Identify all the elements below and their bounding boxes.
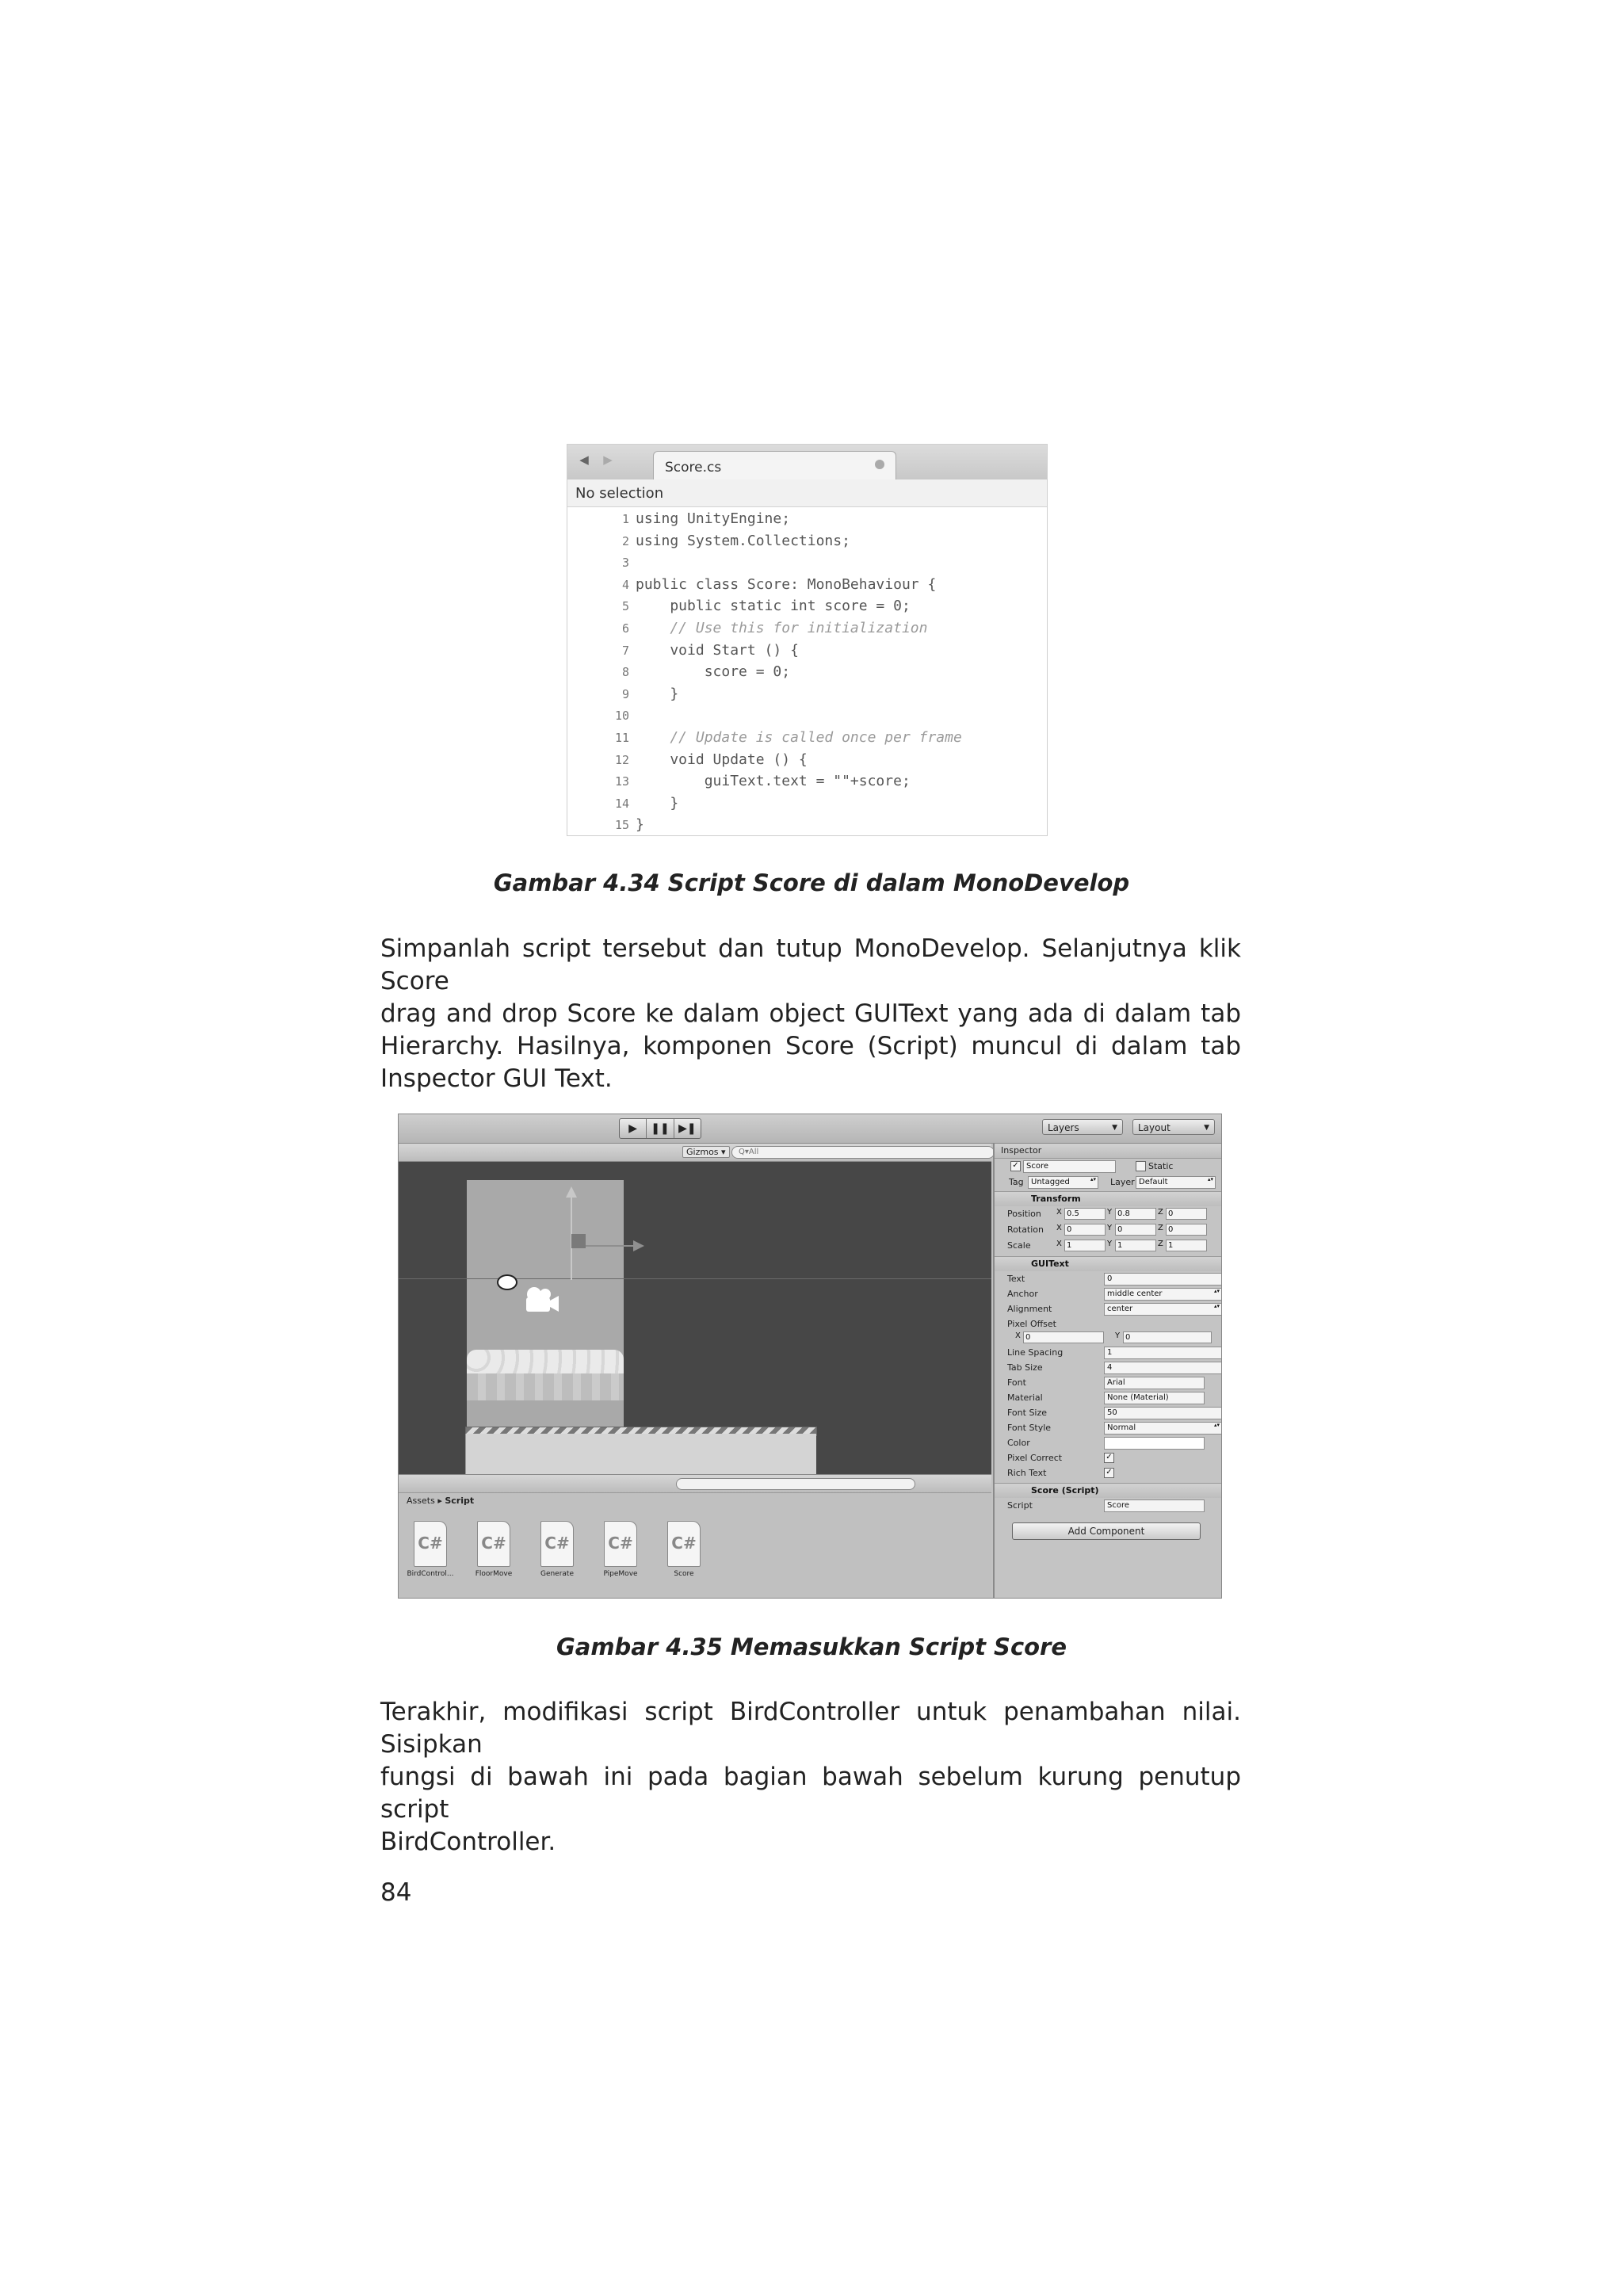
selection-bar[interactable] [567, 479, 1047, 507]
code-line[interactable] [567, 508, 1047, 530]
tag-layer-row [995, 1175, 1222, 1190]
active-checkbox[interactable]: ✓ [1010, 1161, 1021, 1171]
static-label: Static [1148, 1161, 1174, 1171]
font-size-label: Font Size [1007, 1408, 1048, 1418]
color-row [995, 1436, 1222, 1450]
code-text: public class Score: MonoBehaviour { [636, 575, 937, 593]
csharp-icon-label: C# [481, 1534, 506, 1553]
object-name-field[interactable]: Score [1023, 1160, 1116, 1173]
dropdown-arrow-icon: ▼ [1112, 1124, 1117, 1132]
camera-icon[interactable] [521, 1286, 559, 1315]
font-size-field[interactable]: 50 [1104, 1407, 1222, 1419]
paragraph-line: Hierarchy. Hasilnya, komponen Score (Script) muncul di dalam tab [380, 1032, 1241, 1060]
paragraph-line: Simpanlah script tersebut dan tutup MonoDevelop. Selanjutnya klik Score [380, 934, 1241, 995]
paragraph-1 [380, 933, 1241, 1095]
position-y[interactable]: Y 0.8 [1107, 1208, 1156, 1219]
code-text: using UnityEngine; [636, 510, 791, 527]
code-text: score = 0; [636, 663, 791, 681]
position-x[interactable]: X 0.5 [1056, 1208, 1106, 1219]
pixel-correct-checkbox[interactable]: ✓ [1104, 1453, 1114, 1463]
pixel-offset-y[interactable]: Y 0 [1115, 1331, 1212, 1343]
inspector-panel [993, 1144, 1222, 1598]
transform-title: Transform [1031, 1194, 1081, 1204]
line-spacing-label: Line Spacing [1007, 1347, 1064, 1358]
selection-label: No selection [575, 485, 664, 502]
score-script-title: Score (Script) [1031, 1485, 1099, 1496]
code-text: } [636, 816, 644, 834]
scene-search-input[interactable]: Q▾All [731, 1146, 995, 1159]
code-line[interactable] [567, 640, 1047, 662]
paragraph-line: BirdController. [380, 1828, 556, 1856]
anchor-dropdown[interactable]: middle center ▴▾ [1104, 1288, 1222, 1301]
code-line[interactable] [567, 617, 1047, 640]
tab-size-row [995, 1361, 1222, 1375]
line-number: 12 [614, 752, 629, 767]
csharp-file-icon [414, 1521, 447, 1567]
paragraph-line: Inspector GUI Text. [380, 1064, 613, 1093]
tab-inspector[interactable]: Inspector [1001, 1145, 1042, 1156]
rotation-z[interactable]: Z 0 [1158, 1224, 1207, 1235]
unity-editor-screenshot [398, 1114, 1222, 1599]
paragraph-2 [380, 1696, 1241, 1859]
play-controls [619, 1118, 701, 1139]
forward-arrow-icon[interactable]: ▶ [603, 453, 613, 467]
tag-dropdown[interactable]: Untagged ▴▾ [1028, 1176, 1098, 1189]
line-number: 9 [621, 686, 629, 701]
line-spacing-field[interactable]: 1 [1104, 1347, 1222, 1359]
line-number: 13 [614, 774, 629, 789]
font-label: Font [1007, 1377, 1026, 1388]
layer-dropdown[interactable]: Default ▴▾ [1136, 1176, 1216, 1189]
tab-title: Score.cs [665, 460, 722, 476]
asset-item[interactable] [532, 1521, 582, 1578]
rotation-x[interactable]: X 0 [1056, 1224, 1106, 1235]
line-number: 3 [621, 556, 629, 571]
script-field[interactable]: Score [1104, 1499, 1205, 1512]
add-component-button[interactable]: Add Component [1012, 1522, 1201, 1540]
position-z[interactable]: Z 0 [1158, 1208, 1207, 1219]
play-button[interactable]: ▶ [620, 1119, 647, 1138]
pixel-offset-values [995, 1331, 1222, 1345]
asset-name: Generate [540, 1570, 575, 1578]
code-line[interactable] [567, 595, 1047, 617]
code-line[interactable] [567, 574, 1047, 596]
asset-name: FloorMove [475, 1570, 513, 1578]
move-gizmo-handle[interactable] [571, 1234, 586, 1248]
script-label: Script [1007, 1500, 1033, 1511]
rich-text-row [995, 1466, 1222, 1480]
alignment-row [995, 1302, 1222, 1316]
tab-size-label: Tab Size [1007, 1362, 1043, 1373]
layer-label: Layer [1110, 1177, 1135, 1187]
figure-caption-4-34: Gambar 4.34 Script Score di dalam MonoDevelop [493, 869, 1130, 896]
rotation-y[interactable]: Y 0 [1107, 1224, 1156, 1235]
material-label: Material [1007, 1392, 1043, 1403]
project-search-input[interactable] [676, 1478, 915, 1490]
csharp-file-icon [540, 1521, 574, 1567]
ground [465, 1434, 816, 1474]
guitext-title: GUIText [1031, 1259, 1069, 1269]
score-script-header[interactable] [995, 1483, 1222, 1498]
csharp-file-icon [477, 1521, 510, 1567]
arrow-up-icon[interactable] [566, 1186, 577, 1198]
code-text: void Start () { [636, 641, 799, 659]
csharp-file-icon [667, 1521, 701, 1567]
code-line[interactable] [567, 749, 1047, 771]
asset-item[interactable] [405, 1521, 456, 1578]
step-button[interactable]: ▶❚ [678, 1122, 697, 1135]
rich-text-checkbox[interactable]: ✓ [1104, 1468, 1114, 1478]
code-text: // Use this for initialization [636, 619, 928, 636]
code-line[interactable] [567, 661, 1047, 683]
code-text: public static int score = 0; [636, 598, 911, 615]
code-text: void Update () { [636, 751, 808, 768]
breadcrumb-separator: ▸ [437, 1496, 442, 1506]
asset-name: BirdControl... [407, 1570, 454, 1578]
asset-grid [405, 1521, 709, 1578]
anchor-label: Anchor [1007, 1289, 1038, 1299]
font-style-row [995, 1421, 1222, 1435]
arrow-right-icon[interactable] [633, 1240, 644, 1251]
code-line[interactable] [567, 727, 1047, 749]
city-background [467, 1373, 624, 1400]
pause-button[interactable]: ❚❚ [647, 1119, 674, 1138]
code-text: } [636, 685, 679, 702]
breadcrumb-assets[interactable]: Assets [407, 1496, 435, 1506]
scale-y[interactable]: Y 1 [1107, 1240, 1156, 1251]
code-line[interactable] [567, 793, 1047, 815]
alignment-dropdown[interactable]: center ▴▾ [1104, 1303, 1222, 1316]
line-number: 15 [614, 818, 629, 833]
project-toolbar [399, 1475, 991, 1493]
code-line[interactable] [567, 683, 1047, 705]
pixel-offset-x[interactable]: X 0 [1015, 1331, 1104, 1343]
material-row [995, 1391, 1222, 1405]
monodevelop-screenshot [567, 444, 1048, 836]
csharp-icon-label: C# [671, 1534, 697, 1553]
scene-view[interactable] [399, 1144, 991, 1474]
script-row [995, 1499, 1222, 1513]
code-line[interactable] [567, 705, 1047, 727]
close-tab-icon[interactable] [875, 460, 884, 469]
line-number: 1 [621, 512, 629, 526]
code-text: using System.Collections; [636, 532, 850, 549]
scale-row [995, 1239, 1222, 1253]
page-number: 84 [380, 1878, 412, 1907]
asset-name: PipeMove [603, 1570, 638, 1578]
scene-toolbar [399, 1144, 991, 1162]
text-field[interactable]: 0 [1104, 1273, 1222, 1286]
color-label: Color [1007, 1438, 1030, 1448]
rotation-row [995, 1223, 1222, 1237]
line-number: 6 [621, 621, 629, 636]
scale-x[interactable]: X 1 [1056, 1240, 1106, 1251]
code-line[interactable] [567, 530, 1047, 552]
unity-toolbar [399, 1114, 1221, 1144]
line-number: 10 [614, 709, 629, 724]
asset-item[interactable] [595, 1521, 646, 1578]
project-panel [399, 1474, 991, 1599]
font-field[interactable]: Arial [1104, 1377, 1205, 1389]
csharp-file-icon [604, 1521, 637, 1567]
alignment-label: Alignment [1007, 1304, 1052, 1314]
tag-label: Tag [1009, 1177, 1024, 1187]
pixel-correct-row [995, 1451, 1222, 1465]
code-editor[interactable] [567, 508, 1047, 836]
anchor-row [995, 1287, 1222, 1301]
guitext-header[interactable] [995, 1256, 1222, 1271]
line-number: 8 [621, 665, 629, 680]
text-row [995, 1272, 1222, 1286]
asset-item[interactable] [659, 1521, 709, 1578]
code-text: guiText.text = ""+score; [636, 773, 911, 790]
grid-line [399, 1278, 991, 1279]
rich-text-label: Rich Text [1007, 1468, 1047, 1478]
line-number: 11 [614, 730, 629, 745]
line-number: 5 [621, 599, 629, 614]
line-number: 7 [621, 643, 629, 658]
position-label: Position [1007, 1209, 1041, 1219]
color-swatch[interactable] [1104, 1437, 1205, 1450]
paragraph-line: Terakhir, modifikasi script BirdController untuk penambahan nilai. Sisipkan [380, 1698, 1241, 1759]
inspector-tab-bar [995, 1144, 1222, 1159]
editor-tab-bar [567, 445, 1047, 479]
position-row [995, 1207, 1222, 1221]
breadcrumb [407, 1496, 474, 1506]
pixel-offset-label: Pixel Offset [1007, 1319, 1056, 1329]
font-style-label: Font Style [1007, 1423, 1052, 1433]
asset-item[interactable] [468, 1521, 519, 1578]
line-number: 4 [621, 577, 629, 592]
layers-label: Layers [1048, 1122, 1079, 1133]
rotation-label: Rotation [1007, 1224, 1044, 1235]
material-field[interactable]: None (Material) [1104, 1392, 1205, 1404]
back-arrow-icon[interactable]: ◀ [579, 453, 589, 467]
text-label: Text [1007, 1274, 1025, 1284]
static-checkbox[interactable] [1136, 1161, 1146, 1171]
bird-sprite[interactable] [497, 1274, 517, 1290]
paragraph-line: drag and drop Score ke dalam object GUIText yang ada di dalam tab [380, 999, 1241, 1028]
csharp-icon-label: C# [608, 1534, 633, 1553]
breadcrumb-script[interactable]: Script [445, 1496, 475, 1506]
tab-size-field[interactable]: 4 [1104, 1362, 1222, 1374]
font-row [995, 1376, 1222, 1390]
transform-header[interactable] [995, 1191, 1222, 1206]
font-size-row [995, 1406, 1222, 1420]
dropdown-arrow-icon: ▼ [1204, 1124, 1209, 1132]
scale-label: Scale [1007, 1240, 1031, 1251]
csharp-icon-label: C# [544, 1534, 570, 1553]
font-style-dropdown[interactable]: Normal ▴▾ [1104, 1422, 1222, 1435]
pixel-correct-label: Pixel Correct [1007, 1453, 1063, 1463]
line-number: 14 [614, 796, 629, 811]
figure-caption-4-35: Gambar 4.35 Memasukkan Script Score [556, 1633, 1067, 1660]
code-line[interactable] [567, 770, 1047, 793]
code-line[interactable] [567, 552, 1047, 574]
line-number: 2 [621, 533, 629, 548]
line-spacing-row [995, 1346, 1222, 1360]
code-line[interactable] [567, 814, 1047, 836]
layout-dropdown[interactable] [1132, 1119, 1215, 1135]
layers-dropdown[interactable] [1042, 1119, 1123, 1135]
paragraph-line: fungsi di bawah ini pada bagian bawah sebelum kurung penutup script [380, 1763, 1241, 1824]
tab-score-cs[interactable] [653, 451, 896, 480]
object-header [995, 1159, 1222, 1174]
gizmos-dropdown[interactable]: Gizmos ▾ [682, 1146, 730, 1158]
pixel-offset-row [995, 1317, 1222, 1331]
code-text: } [636, 794, 679, 812]
asset-name: Score [674, 1570, 694, 1578]
scale-z[interactable]: Z 1 [1158, 1240, 1207, 1251]
code-text: // Update is called once per frame [636, 728, 962, 746]
csharp-icon-label: C# [418, 1534, 443, 1553]
layout-label: Layout [1138, 1122, 1170, 1133]
